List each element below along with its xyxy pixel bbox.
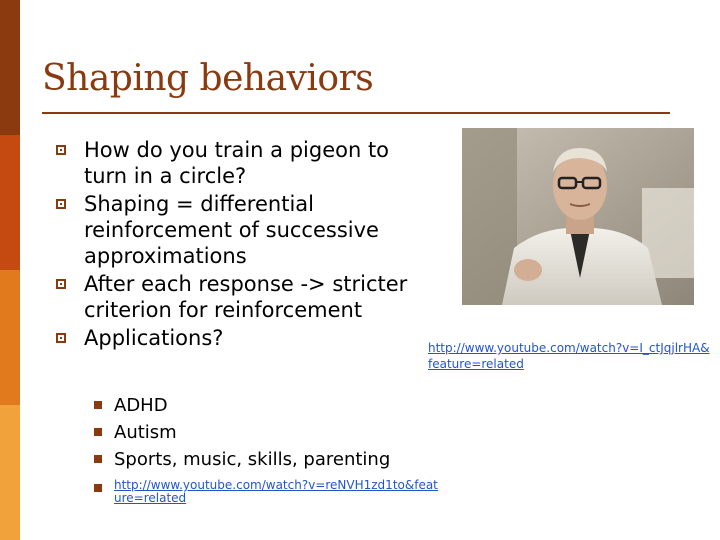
sidebar-segment [0, 135, 20, 270]
hollow-square-bullet-icon [56, 199, 66, 209]
sidebar-segment [0, 405, 20, 540]
sub-bullet-text: Autism [114, 422, 177, 443]
bullet-item [56, 191, 436, 269]
hollow-square-bullet-icon [56, 145, 66, 155]
sub-bullet-item [92, 419, 452, 446]
sidebar-segment [0, 0, 20, 135]
sub-bullet-link-item [92, 479, 452, 505]
solid-square-bullet-icon [94, 401, 102, 409]
bullet-item [56, 137, 436, 189]
bullet-item [56, 271, 436, 323]
youtube-link[interactable]: http://www.youtube.com/watch?v=reNVH1zd1to&feature=related [114, 478, 438, 505]
lecturer-photo [462, 128, 694, 305]
hollow-square-bullet-icon [56, 333, 66, 343]
sub-bullet-text: ADHD [114, 395, 168, 416]
title-divider [42, 112, 670, 114]
sub-bullet-list [92, 392, 452, 505]
bullet-text: Shaping = differential reinforcement of successive approximations [84, 192, 379, 268]
sub-bullet-text: Sports, music, skills, parenting [114, 449, 391, 470]
slide-title: Shaping behaviors [42, 58, 374, 99]
youtube-link[interactable]: http://www.youtube.com/watch?v=I_ctJqjlrHA&feature=related [428, 341, 710, 371]
bullet-text: How do you train a pigeon to turn in a circle? [84, 138, 390, 188]
sub-bullet-item [92, 446, 452, 473]
bullet-text: After each response -> stricter criterion for reinforcement [84, 272, 408, 322]
bullet-item [56, 325, 436, 351]
sidebar-segment [0, 270, 20, 405]
solid-square-bullet-icon [94, 484, 102, 492]
hollow-square-bullet-icon [56, 279, 66, 289]
solid-square-bullet-icon [94, 428, 102, 436]
decorative-sidebar [0, 0, 20, 540]
sub-bullet-item [92, 392, 452, 419]
solid-square-bullet-icon [94, 455, 102, 463]
bullet-text: Applications? [84, 326, 224, 350]
bullet-list [56, 137, 436, 353]
